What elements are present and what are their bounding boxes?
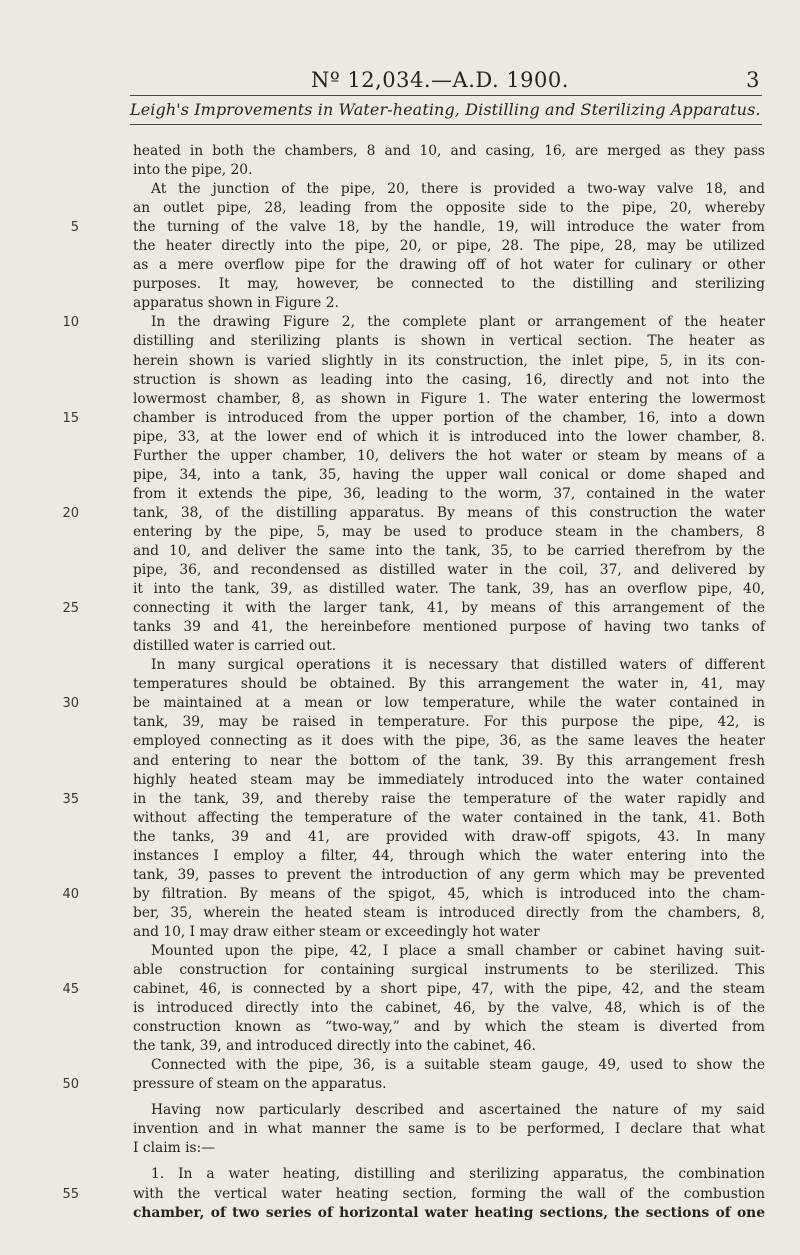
line-text: herein shown is varied slightly in its construction, the inlet pipe, 5, in its con-: [133, 352, 765, 369]
line-text: struction is shown as leading into the casing, 16, directly and not into the: [133, 371, 765, 388]
text-line: [62, 504, 765, 523]
paragraph-gap: [133, 1094, 765, 1101]
text-line: [62, 599, 765, 618]
line-text: pipe, 36, and recondensed as distilled water in the coil, 37, and delivered by: [133, 562, 765, 579]
line-text: the heater directly into the pipe, 20, or pipe, 28. The pipe, 28, may be utilized: [133, 238, 765, 255]
text-line: [133, 466, 765, 485]
text-line: [133, 580, 765, 599]
line-text: invention and in what manner the same is to be performed, I declare that what: [133, 1121, 765, 1138]
line-text: the turning of the valve 18, by the handle, 19, will introduce the water from: [133, 219, 765, 236]
margin-line-number: 50: [62, 1077, 79, 1093]
text-line: [62, 694, 765, 713]
line-text: Connected with the pipe, 36, is a suitable steam gauge, 49, used to show the: [151, 1057, 765, 1074]
text-line: [133, 275, 765, 294]
line-text: entering by the pipe, 5, may be used to produce steam in the chambers, 8: [133, 523, 765, 540]
text-line: [133, 828, 765, 847]
text-line: [133, 199, 765, 218]
text-line: [133, 1139, 765, 1158]
line-text: In many surgical operations it is necessary that distilled waters of different: [151, 657, 765, 674]
margin-line-number: 40: [62, 886, 79, 902]
text-line: [133, 866, 765, 885]
title-rule: [130, 124, 762, 125]
line-text: pipe, 33, at the lower end of which it is introduced into the lower chamber, 8.: [133, 428, 765, 445]
text-line: [133, 180, 765, 199]
text-line: [133, 771, 765, 790]
text-line: [62, 409, 765, 428]
text-line: [133, 390, 765, 409]
text-line: [133, 713, 765, 732]
margin-line-number: 45: [62, 982, 79, 998]
line-text: as a mere overflow pipe for the drawing off of hot water for culinary or other: [133, 257, 765, 274]
line-text: be maintained at a mean or low temperature, while the water contained in: [133, 695, 765, 712]
text-line: [133, 732, 765, 751]
text-line: [62, 885, 765, 904]
line-text: cabinet, 46, is connected by a short pipe, 47, with the pipe, 42, and the steam: [133, 981, 765, 998]
line-text: connecting it with the larger tank, 41, by means of this arrangement of the: [133, 600, 765, 617]
line-text: and entering to near the bottom of the tank, 39. By this arrangement fresh: [133, 752, 765, 769]
line-text: able construction for containing surgical instruments to be sterilized. This: [133, 962, 765, 979]
line-text: apparatus shown in Figure 2.: [133, 295, 339, 312]
text-line: [133, 752, 765, 771]
text-line: [133, 1056, 765, 1075]
text-line: [133, 1165, 765, 1184]
line-text: employed connecting as it does with the pipe, 36, as the same leaves the heater: [133, 733, 765, 750]
text-line: [133, 923, 765, 942]
line-text: tank, 39, passes to prevent the introduction of any germ which may be prevented: [133, 866, 765, 883]
line-text: lowermost chamber, 8, as shown in Figure 1. The water entering the lowermost: [133, 390, 765, 407]
text-line: [133, 294, 765, 313]
text-line: [133, 1101, 765, 1120]
line-text: chamber, of two series of horizontal water heating sections, the sections of one: [133, 1204, 765, 1221]
line-text: Further the upper chamber, 10, delivers the hot water or steam by means of a: [133, 447, 765, 464]
text-line: [133, 961, 765, 980]
text-line: [133, 1037, 765, 1056]
line-text: distilling and sterilizing plants is shown in vertical section. The heater as: [133, 333, 765, 350]
line-text: tank, 39, may be raised in temperature. For this purpose the pipe, 42, is: [133, 714, 765, 731]
text-line: [62, 980, 765, 999]
text-line: [133, 1204, 765, 1223]
margin-line-number: 30: [62, 696, 79, 712]
line-text: into the pipe, 20.: [133, 162, 253, 179]
text-line: [133, 237, 765, 256]
margin-line-number: 5: [70, 220, 79, 236]
header-rule: [130, 95, 762, 96]
text-line: [133, 428, 765, 447]
document-body: [62, 142, 765, 1223]
margin-line-number: 10: [62, 315, 79, 331]
line-text: in the tank, 39, and thereby raise the temperature of the water rapidly and: [133, 790, 765, 807]
text-line: [133, 523, 765, 542]
line-text: I claim is:—: [133, 1140, 216, 1157]
text-line: [133, 675, 765, 694]
margin-line-number: 15: [62, 410, 79, 426]
line-text: tanks 39 and 41, the hereinbefore mentioned purpose of having two tanks of: [133, 619, 765, 636]
text-line: [62, 790, 765, 809]
patent-number: Nº 12,034.—A.D. 1900.: [310, 68, 569, 92]
text-line: [133, 904, 765, 923]
line-text: and 10, and deliver the same into the tank, 35, to be carried therefrom by the: [133, 542, 765, 559]
text-line: [133, 332, 765, 351]
text-line: [133, 447, 765, 466]
running-title: Leigh's Improvements in Water-heating, Distilling and Sterilizing Apparatus.: [130, 100, 761, 119]
line-text: pipe, 34, into a tank, 35, having the upper wall conical or dome shaped and: [133, 466, 765, 483]
text-line: [133, 256, 765, 275]
text-line: [133, 637, 765, 656]
text-line: [133, 561, 765, 580]
line-text: the tank, 39, and introduced directly into the cabinet, 46.: [133, 1038, 536, 1055]
text-line: [133, 809, 765, 828]
line-text: it into the tank, 39, as distilled water. The tank, 39, has an overflow pipe, 40,: [133, 581, 765, 598]
text-line: [133, 999, 765, 1018]
line-text: and 10, I may draw either steam or exceedingly hot water: [133, 923, 540, 940]
text-line: [62, 1185, 765, 1204]
line-text: Having now particularly described and ascertained the nature of my said: [151, 1102, 765, 1119]
margin-line-number: 20: [62, 505, 79, 521]
line-text: temperatures should be obtained. By this arrangement the water in, 41, may: [133, 676, 765, 693]
text-line: [62, 1075, 765, 1094]
paragraph-gap: [133, 1158, 765, 1165]
text-line: [133, 142, 765, 161]
line-text: by filtration. By means of the spigot, 45, which is introduced into the cham-: [133, 885, 765, 902]
line-text: an outlet pipe, 28, leading from the opposite side to the pipe, 20, whereby: [133, 200, 765, 217]
margin-line-number: 35: [62, 791, 79, 807]
line-text: highly heated steam may be immediately introduced into the water contained: [133, 771, 765, 788]
text-line: [133, 618, 765, 637]
text-line: [133, 161, 765, 180]
line-text: without affecting the temperature of the water contained in the tank, 41. Both: [133, 809, 765, 826]
line-text: distilled water is carried out.: [133, 638, 337, 655]
text-line: [133, 847, 765, 866]
text-line: [133, 352, 765, 371]
line-text: tank, 38, of the distilling apparatus. By means of this construction the water: [133, 504, 765, 521]
text-line: [133, 1120, 765, 1139]
text-line: [133, 656, 765, 675]
line-text: from it extends the pipe, 36, leading to the worm, 37, contained in the water: [133, 485, 765, 502]
text-line: [133, 1018, 765, 1037]
line-text: In the drawing Figure 2, the complete plant or arrangement of the heater: [151, 314, 765, 331]
page-number: 3: [746, 68, 760, 92]
text-line: [62, 313, 765, 332]
line-text: with the vertical water heating section, forming the wall of the combustion: [133, 1185, 765, 1202]
line-text: the tanks, 39 and 41, are provided with draw-off spigots, 43. In many: [133, 828, 765, 845]
margin-line-number: 55: [62, 1186, 79, 1202]
line-text: pressure of steam on the apparatus.: [133, 1076, 387, 1093]
line-text: purposes. It may, however, be connected to the distilling and sterilizing: [133, 276, 765, 293]
text-line: [133, 542, 765, 561]
line-text: ber, 35, wherein the heated steam is introduced directly from the chambers, 8,: [133, 904, 765, 921]
margin-line-number: 25: [62, 601, 79, 617]
line-text: is introduced directly into the cabinet, 46, by the valve, 48, which is of the: [133, 1000, 765, 1017]
line-text: Mounted upon the pipe, 42, I place a small chamber or cabinet having suit-: [151, 942, 765, 959]
text-line: [133, 371, 765, 390]
line-text: 1. In a water heating, distilling and sterilizing apparatus, the combination: [151, 1166, 765, 1183]
line-text: At the junction of the pipe, 20, there is provided a two-way valve 18, and: [151, 181, 765, 198]
line-text: chamber is introduced from the upper portion of the chamber, 16, into a down: [133, 409, 765, 426]
text-line: [133, 485, 765, 504]
page-header: [240, 68, 760, 92]
text-line: [133, 942, 765, 961]
line-text: heated in both the chambers, 8 and 10, and casing, 16, are merged as they pass: [133, 143, 765, 159]
text-line: [70, 218, 765, 237]
line-text: construction known as “two-way,” and by which the steam is diverted from: [133, 1019, 765, 1036]
line-text: instances I employ a filter, 44, through which the water entering into the: [133, 847, 765, 864]
